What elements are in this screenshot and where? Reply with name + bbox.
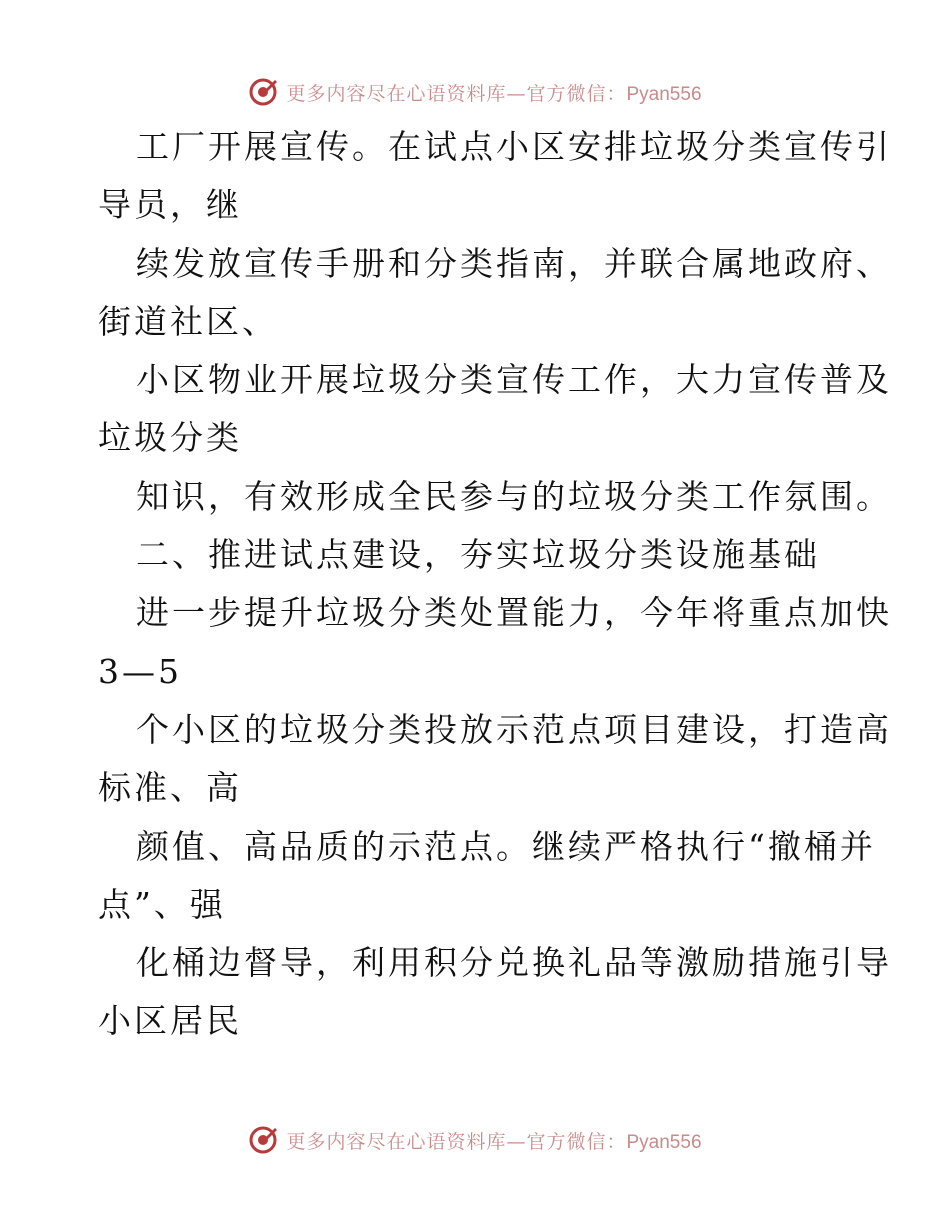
text-line: 续发放宣传手册和分类指南，并联合属地政府、 [136, 243, 892, 283]
text-line: 个小区的垃圾分类投放示范点项目建设，打造高 [136, 709, 892, 749]
watermark-wechat-id: Pyan556 [626, 83, 702, 105]
watermark-text: 更多内容尽在心语资料库—官方微信：Pyan556 [286, 82, 702, 105]
watermark-wechat-id: Pyan556 [626, 1131, 702, 1153]
pen-logo-icon [248, 1125, 278, 1155]
text-line: 工厂开展宣传。在试点小区安排垃圾分类宣传引 [136, 127, 892, 166]
text-line: 进一步提升垃圾分类处置能力，今年将重点加快 [136, 593, 892, 633]
text-line: 点”、强 [98, 884, 226, 924]
text-line: 垃圾分类 [98, 418, 242, 458]
document-body [98, 118, 892, 1051]
watermark-text: 更多内容尽在心语资料库—官方微信：Pyan556 [286, 1130, 702, 1153]
header-watermark [0, 72, 950, 112]
text-line: 标准、高 [98, 768, 242, 808]
footer-watermark [0, 1120, 950, 1160]
text-line: 颜值、高品质的示范点。继续严格执行“撤桶并 [136, 826, 876, 866]
text-line: 3—5 [98, 651, 182, 691]
pen-logo-icon [248, 77, 278, 107]
text-line: 导员，继 [98, 185, 242, 225]
text-line: 街道社区、 [98, 301, 278, 341]
text-line: 二、推进试点建设，夯实垃圾分类设施基础 [136, 535, 820, 575]
text-line: 知识，有效形成全民参与的垃圾分类工作氛围。 [136, 476, 892, 516]
text-line: 化桶边督导，利用积分兑换礼品等激励措施引导 [136, 943, 892, 983]
text-line: 小区居民 [98, 1001, 242, 1041]
text-line: 小区物业开展垃圾分类宣传工作，大力宣传普及 [136, 360, 892, 400]
